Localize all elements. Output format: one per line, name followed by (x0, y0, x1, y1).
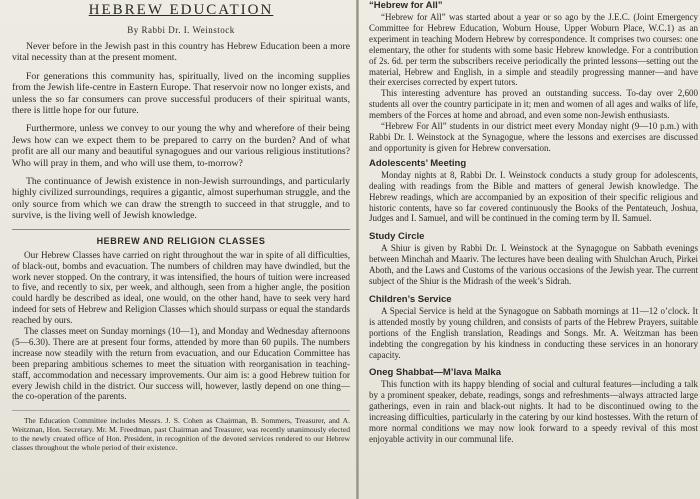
section-heading-oneg-shabbat: Oneg Shabbat—M’lava Malka (369, 367, 501, 379)
section-paragraph: Monday nights at 8, Rabbi Dr. I. Weinstock conducts a study group for adolescents, dealing with readings from the Bible and matters of general Jewish knowledge. The Hebrew readings, which are accompanied by an exposition of their specific religious and historic contents, have so far covered continuously the Books of the Pentateuch, Joshua, Judges and I. Samuel, and will be continued in the coming term by II. Samuel. (369, 169, 698, 224)
section-heading-adolescents-meeting: Adolescents’ Meeting (369, 157, 467, 169)
section-paragraph: “Hebrew for All” was started about a year or so ago by the J.E.C. (Joint Emergency Committee for Hebrew Education, Woburn House, Upper Woburn Place, W.C.1) as an experiment in teaching Modern Hebrew by correspondence. It comprises two courses: one elementary, the other for students with some basic Hebrew knowledge. For a contribution of 2s. 6d. per term the subscribers receive periodically the printed lessons—setting out the material, Hebrew and English, in a simple and steadily progressing manner—and have their exercises corrected by expert tutors. (369, 12, 698, 88)
section-heading-childrens-service: Children’s Service (369, 293, 452, 305)
section-paragraph: “Hebrew For All” students in our district meet every Monday night (9—10 p.m.) with Rabbi Dr. I. Weinstock at the Synagogue, where the lessons and exercises are discussed and opportunity is given for Hebrew conversation. (369, 121, 698, 153)
section-heading-hebrew-for-all: “Hebrew for All” (369, 0, 443, 11)
section-paragraph: This interesting adventure has proved an outstanding success. To-day over 2,600 students all over the country participate in it; men and women of all ages and walks of life, members of the Forces at home and abroad, and even some non-Jewish enthusiasts. (369, 88, 698, 121)
article-title: HEBREW EDUCATION (88, 2, 274, 18)
classes-paragraph: The classes meet on Sunday mornings (10—1), and Monday and Wednesday afternoons (5—6.30). There are at present four forms, attended by more than 60 pupils. The numbers increase now steadily with the return from evacuation, and our Education Committee has been preparing ambitious schemes to meet the situation with reorganisation in teaching-staff, accommodation and necessary improvements. Our aim is: a good Hebrew tuition for every Jewish child in the district. Our success will, however, lastly depend on one thing—the co-operation of the parents. (12, 326, 350, 402)
classes-paragraph: Our Hebrew Classes have carried on right throughout the war in spite of all difficulties, of black-out, bombs and evacuation. The numbers of children may have dwindled, but the work never stopped. On the contrary, it was intensified, the hours of tuition were increased to five, and recently to six, per week, and although, seen from a higher angle, the position could hardly be described as ideal, one would, on the other hand, have to seek very hard indeed for sets of Hebrew and Religion Classes which should surpass or equal the standards reached by ours. (12, 249, 350, 326)
section-heading-study-circle: Study Circle (369, 231, 425, 243)
intro-paragraph: Furthermore, unless we convey to our young the why and wherefore of their being Jews how can we expect them to be prepared to carry on the burden? And of what profit are all our many and beautiful synagogues and our various religious institutions? Who will pray in them, and who will use them, to-morrow? (12, 123, 350, 169)
committee-footnote: The Education Committee includes Messrs. J. S. Cohen as Chairman, B. Sommers, Treasurer, and A. Weitzman, Hon. Secretary. Mr. M. Freedman, past Chairman and Treasurer, was recently unanimously elected to the newly created office of Hon. President, in recognition of the devoted services rendered to our Hebrew classes throughout the whole period of their existence. (12, 410, 350, 452)
intro-paragraph: The continuance of Jewish existence in non-Jewish surroundings, and particularly highly civilized surroundings, requires a gigantic, almost superhuman struggle, and the only source from which we can draw the strength to succeed in that struggle, and to survive, is the living well of Jewish knowledge. (12, 176, 350, 222)
article-byline: By Rabbi Dr. I. Weinstock (127, 25, 235, 35)
section-paragraph: This function with its happy blending of social and cultural features—including a talk by a prominent speaker, debate, readings, songs and refreshments—always attracted large gatherings, even in rain and black-out nights. It had to be discontinued owing to the increasing difficulties, particularly in the catering by our kind hostesses. With the return of more normal conditions we may now look forward to a speedy revival of this most enjoyable activity in our communal life. (369, 379, 698, 444)
intro-paragraph: Never before in the Jewish past in this country has Hebrew Education been a more vital necessity than at the present moment. (12, 41, 350, 64)
section-paragraph: A Shiur is given by Rabbi Dr. I. Weinstock at the Synagogue on Sabbath evenings between Minchah and Maariv. The lectures have been dealing with Shulchan Aruch, Pirkei Aboth, and the Laws and Customs of the various occasions of the Jewish year. The current subject of the Shiur is the Midrash of the week’s Sidrah. (369, 243, 698, 287)
section-paragraph: A Special Service is held at the Synagogue on Sabbath mornings at 11—12 o’clock. It is attended mostly by young children, and consists of parts of the Hebrew Prayers, suitable portions of the English translation, Readings and Songs. Mr. A. Weitzman has been indebting the congregation by his kindness in conducting these services in an honorary capacity. (369, 305, 698, 360)
right-page (359, 0, 700, 499)
section-title-hebrew-religion-classes: HEBREW AND RELIGION CLASSES (12, 229, 350, 246)
intro-paragraph: For generations this community has, spiritually, lived on the incoming supplies from the Jewish life-centre in Eastern Europe. That reservoir now no longer exists, and unless the so far consumers can prove successful producers of their spiritual wants, there is little hope for our future. (12, 70, 350, 117)
